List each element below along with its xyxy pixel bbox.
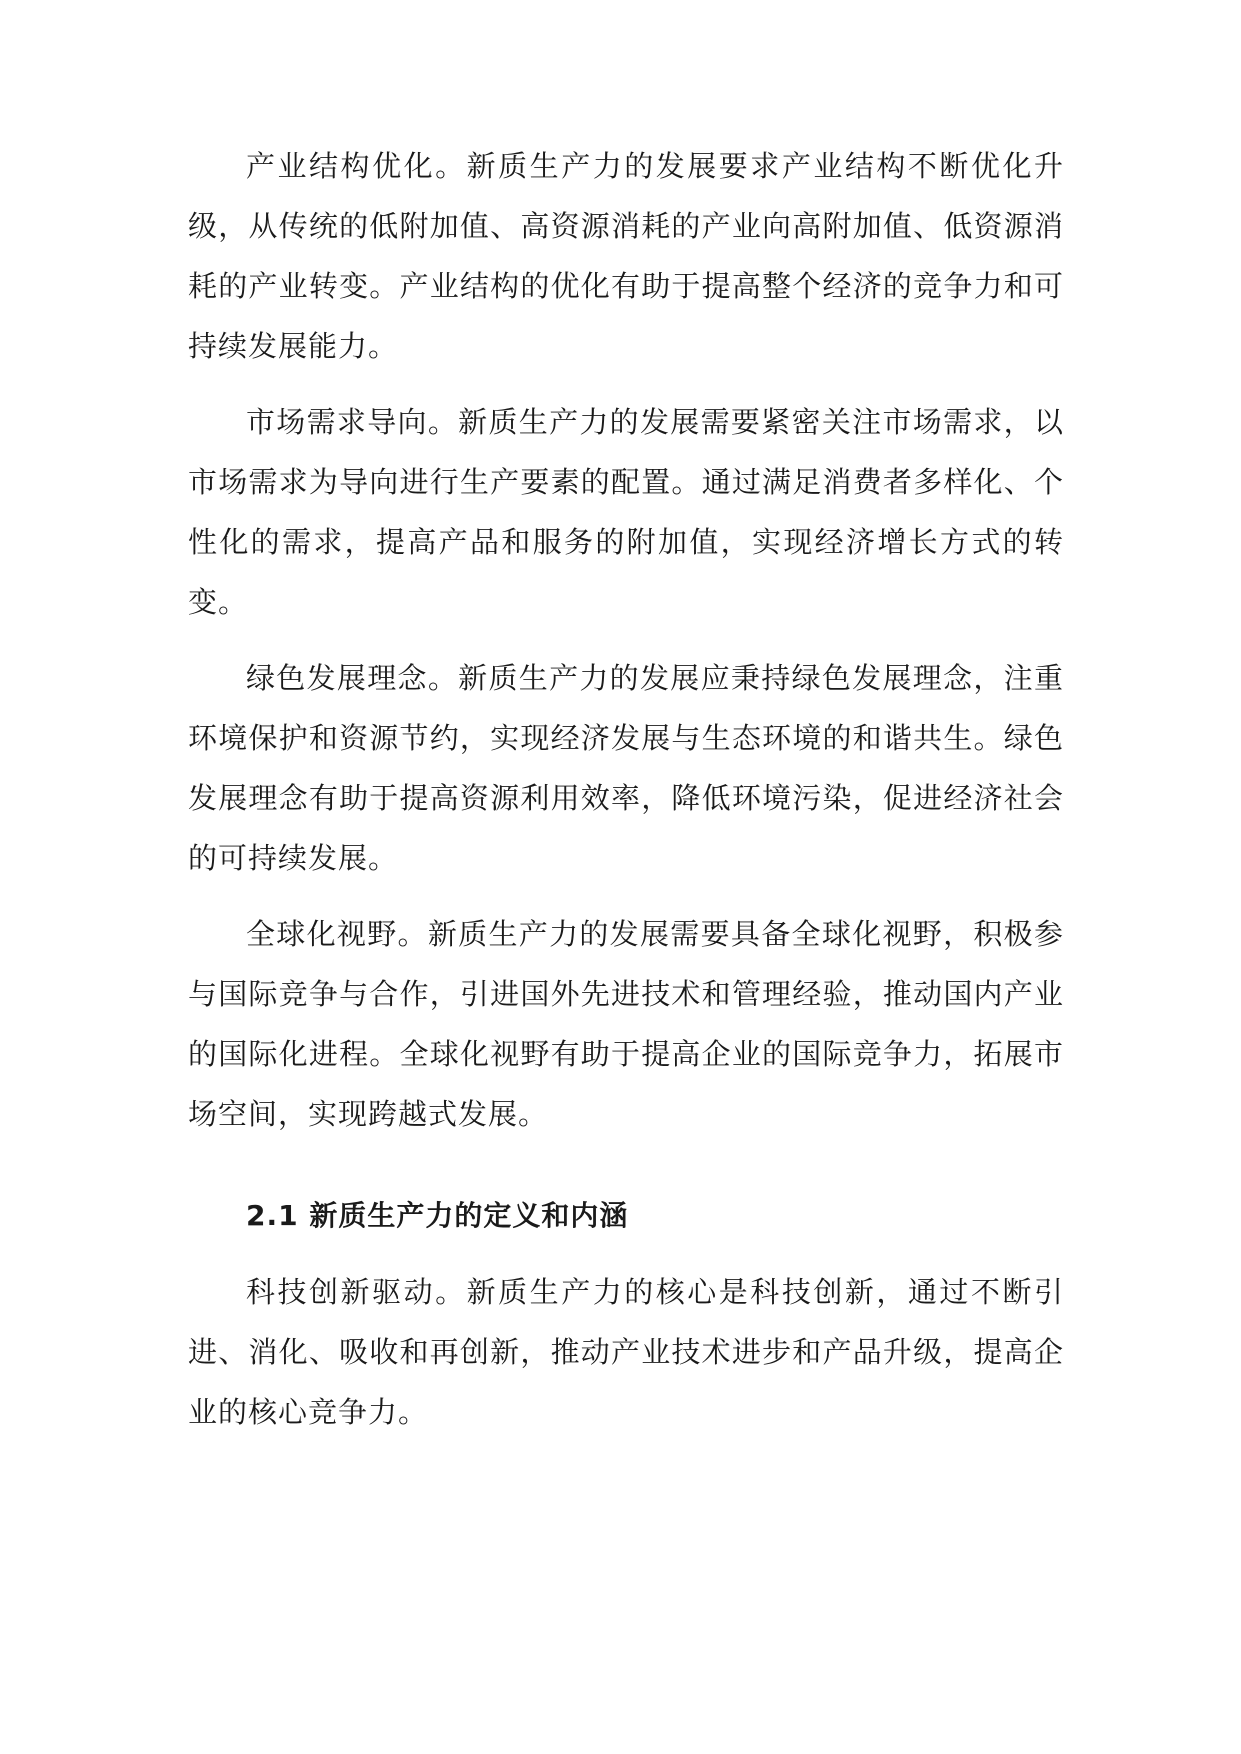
paragraph-tech-innovation: 科技创新驱动。新质生产力的核心是科技创新，通过不断引进、消化、吸收和再创新，推动产业技术进步和产品升级，提高企业的核心竞争力。 (188, 1275, 1064, 1429)
paragraph-green-development: 绿色发展理念。新质生产力的发展应秉持绿色发展理念，注重环境保护和资源节约，实现经济发展与生态环境的和谐共生。绿色发展理念有助于提高资源利用效率，降低环境污染，促进经济社会的可持续发展。 (188, 661, 1064, 875)
document-body (188, 136, 1064, 1458)
paragraph-industrial-structure: 产业结构优化。新质生产力的发展要求产业结构不断优化升级，从传统的低附加值、高资源消耗的产业向高附加值、低资源消耗的产业转变。产业结构的优化有助于提高整个经济的竞争力和可持续发展能力。 (188, 149, 1064, 363)
paragraph-market-demand: 市场需求导向。新质生产力的发展需要紧密关注市场需求，以市场需求为导向进行生产要素的配置。通过满足消费者多样化、个性化的需求，提高产品和服务的附加值，实现经济增长方式的转变。 (188, 405, 1064, 619)
section-heading: 2.1 新质生产力的定义和内涵 (246, 1199, 629, 1232)
paragraph-global-vision: 全球化视野。新质生产力的发展需要具备全球化视野，积极参与国际竞争与合作，引进国外先进技术和管理经验，推动国内产业的国际化进程。全球化视野有助于提高企业的国际竞争力，拓展市场空间，实现跨越式发展。 (188, 917, 1064, 1131)
